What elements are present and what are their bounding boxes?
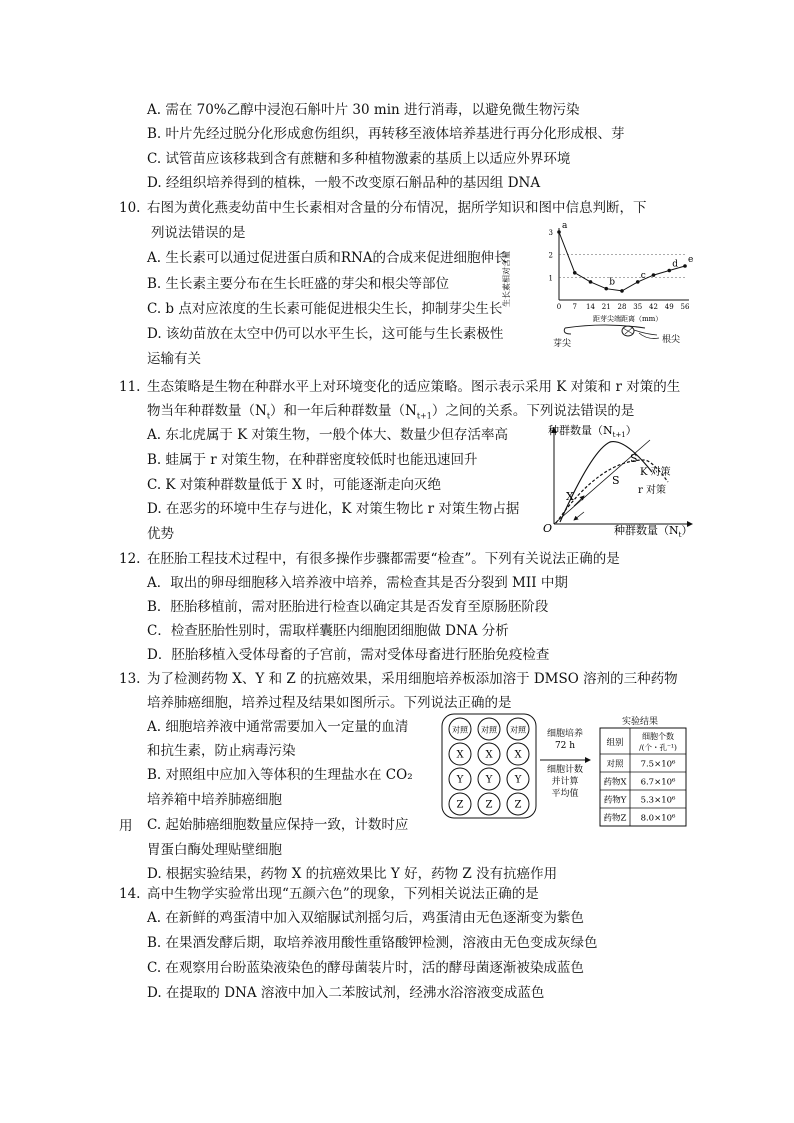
table-cell-count: 6.7×10⁶ <box>640 777 676 788</box>
q10-option-b: B. 生长素主要分布在生长旺盛的芽尖和根尖等部位 <box>147 276 450 292</box>
table-header-group: 组别 <box>606 738 624 748</box>
table-cell-group: 药物Z <box>603 813 627 824</box>
q14-stem: 高中生物学实验常出现“五颜六色”的现象，下列相关说法正确的是 <box>147 886 539 902</box>
q9-option-d: D. 经组织培养得到的植株，一般不改变原石斛品种的基因组 DNA <box>147 175 541 191</box>
q10-number: 10. <box>119 200 141 216</box>
k-strategy-curve <box>560 442 652 522</box>
chart-point <box>557 230 561 234</box>
plate-well-label: X <box>456 749 464 761</box>
chart-point <box>652 273 656 277</box>
table-cell-count: 5.3×10⁶ <box>640 795 676 806</box>
chart-point <box>620 289 624 293</box>
plate-well-label: 对照 <box>510 725 526 735</box>
q9-option-b: B. 叶片先经过脱分化形成愈伤组织，再转移至液体培养基进行再分化形成根、芽 <box>147 126 625 142</box>
plate-well-label: Z <box>514 799 522 811</box>
result-table-title: 实验结果 <box>621 717 659 727</box>
q14-number: 14. <box>119 886 141 902</box>
table-cell-group: 药物X <box>603 777 627 788</box>
q14-option-a: A. 在新鲜的鸡蛋清中加入双缩脲试剂摇匀后，鸡蛋清由无色逐渐变为紫色 <box>147 910 584 926</box>
q13-option-a-line1: A. 细胞培养液中通常需要加入一定量的血清 <box>147 719 409 735</box>
k-r-strategy-figure <box>540 420 700 540</box>
fig-label-x: X <box>566 490 574 503</box>
plate-well-label: 对照 <box>452 725 468 735</box>
fig-label-s2: S <box>612 474 620 487</box>
q11-option-a: A. 东北虎属于 K 对策生物，一般个体大、数量少但存活率高 <box>147 427 508 443</box>
chart-ytick: 3 <box>548 229 553 237</box>
q13-stem-line1: 为了检测药物 X、Y 和 Z 的抗癌效果，采用细胞培养板添加溶于 DMSO 溶剂的三种药物 <box>147 671 678 687</box>
q10-option-a: A. 生长素可以通过促进蛋白质和RNA的合成来促进细胞伸长 <box>147 250 508 266</box>
chart-point <box>667 269 671 273</box>
q14-option-b: B. 在果酒发酵后期，取培养液用酸性重铬酸钾检测，溶液由无色变成灰绿色 <box>147 935 598 951</box>
q13-option-c-line1: C. 起始肺癌细胞数量应保持一致，计数时应 <box>147 817 409 833</box>
q13-option-b-line1: B. 对照组中应加入等体积的生理盐水在 CO₂ <box>147 767 413 783</box>
fig-label-k: K 对策 <box>640 467 671 478</box>
q11-stem-line1: 生态策略是生物在种群水平上对环境变化的适应策略。图示表示采用 K 对策和 r 对策的生 <box>147 379 681 395</box>
q9-option-c: C. 试管苗应该移栽到含有蔗糖和多种植物激素的基质上以适应外界环境 <box>147 151 571 167</box>
fig-ylabel: 种群数量$(N_{t+1})$ <box>548 424 637 439</box>
table-header-count: 细胞个数 <box>642 732 674 741</box>
table-cell-group: 药物Y <box>603 795 627 806</box>
seed-hatch <box>623 327 633 334</box>
q10-option-d-line2: 运输有关 <box>147 351 201 367</box>
bud-tip-shape <box>564 328 571 334</box>
q12-number: 12. <box>119 551 141 567</box>
chart-point <box>604 287 608 291</box>
chart-point <box>636 280 640 284</box>
q11-stem-line2: 物当年种群数量$(N_t)$和一年后种群数量$(N_{t+1})$之间的关系。下列说法错误的是 <box>147 403 635 421</box>
q11-number: 11. <box>119 379 141 395</box>
chart-xtick: 56 <box>680 303 690 311</box>
fig-label-r: r 对策 <box>638 485 666 496</box>
chart-point <box>589 280 593 284</box>
q14-option-d: D. 在提取的 DNA 溶液中加入二苯胺试剂，经沸水浴溶液变成蓝色 <box>147 985 545 1001</box>
q14-option-c: C. 在观察用台盼蓝染液染色的酵母菌装片时，活的酵母菌逐渐被染成蓝色 <box>147 960 584 976</box>
chart-point <box>573 271 577 275</box>
arrow-label-bot3: 平均值 <box>551 789 579 799</box>
q12-option-c: C．检查胚胎性别时，需取样囊胚内细胞团细胞做 DNA 分析 <box>147 623 509 639</box>
chart-xtick: 42 <box>649 303 658 311</box>
fig-origin: O <box>543 522 553 535</box>
chart-xtick: 7 <box>572 303 577 311</box>
arrow-label-top2: 72 h <box>554 741 576 751</box>
chart-point <box>683 264 687 268</box>
arrow-label-bot2: 并计算 <box>551 777 579 787</box>
q13-option-c-overflow: 用 <box>119 818 133 834</box>
q11-option-c: C. K 对策种群数量低于 X 时，可能逐渐走向灭绝 <box>147 477 442 493</box>
q12-option-a: A．取出的卵母细胞移入培养液中培养，需检查其是否分裂到 MII 中期 <box>147 575 568 591</box>
q13-option-c-line2: 胃蛋白酶处理贴壁细胞 <box>147 842 282 858</box>
chart-right-label: 根尖 <box>662 335 681 345</box>
plate-well-label: X <box>485 749 493 761</box>
chart-series-line <box>559 232 685 291</box>
chart-ylabel: 生长素相对含量 <box>502 251 511 307</box>
fig-xlabel: 种群数量$(N_t)$ <box>614 524 693 539</box>
table-cell-group: 对照 <box>606 759 624 770</box>
plate-well-label: Y <box>485 774 493 786</box>
q12-option-d: D．胚胎移植入受体母畜的子宫前，需对受体母畜进行胚胎免疫检查 <box>147 647 550 663</box>
chart-point-label: b <box>609 277 616 288</box>
q11-option-d-line2: 优势 <box>147 526 174 542</box>
plate-well-label: Y <box>514 774 522 786</box>
chart-xtick: 35 <box>633 303 643 311</box>
auxin-distribution-chart <box>502 221 695 350</box>
table-cell-count: 8.0×10⁶ <box>640 813 676 824</box>
result-table <box>600 728 686 826</box>
fig-label-s1: S <box>630 452 638 465</box>
q13-number: 13. <box>119 671 141 687</box>
q10-stem-line1: 右图为黄化燕麦幼苗中生长素相对含量的分布情况，据所学知识和图中信息判断，下 <box>147 200 647 216</box>
arrow-label-bot1: 细胞计数 <box>546 765 584 775</box>
q12-stem: 在胚胎工程技术过程中，有很多操作步骤都需要“检查”。下列有关说法正确的是 <box>147 551 620 567</box>
q10-option-c: C. b 点对应浓度的生长素可能促进根尖生长，抑制芽尖生长 <box>147 301 503 317</box>
plate-well-label: X <box>514 749 522 761</box>
root-lines <box>634 330 659 338</box>
q13-option-d: D. 根据实验结果，药物 X 的抗癌效果比 Y 好，药物 Z 没有抗癌作用 <box>147 866 558 882</box>
q10-stem-line2: 列说法错误的是 <box>151 225 246 241</box>
q12-option-b: B．胚胎移植前，需对胚胎进行检查以确定其是否发育至原肠胚阶段 <box>147 599 549 615</box>
table-cell-count: 7.5×10⁶ <box>640 759 676 770</box>
q13-option-a-line2: 和抗生素，防止病毒污染 <box>147 743 296 759</box>
q13-stem-line2: 培养肺癌细胞，培养过程及结果如图所示。下列说法正确的是 <box>147 695 512 711</box>
q11-option-b: B. 蛙属于 r 对策生物，在种群密度较低时也能迅速回升 <box>147 452 478 468</box>
chart-ytick: 1 <box>548 274 553 283</box>
q13-option-b-line2: 培养箱中培养肺癌细胞 <box>147 792 282 808</box>
chart-xlabel: 距芽尖端距离（mm） <box>593 315 663 323</box>
chart-xtick: 28 <box>617 303 627 311</box>
plate-well-label: 对照 <box>481 725 497 735</box>
arrow-down <box>574 512 584 520</box>
chart-left-label: 芽尖 <box>553 339 572 349</box>
plate-well-label: Z <box>485 799 493 811</box>
chart-point-label: c <box>640 270 646 281</box>
chart-xtick: 0 <box>556 303 562 311</box>
q11-option-d-line1: D. 在恶劣的环境中生存与进化，K 对策生物比 r 对策生物占据 <box>147 501 520 517</box>
chart-xtick: 14 <box>586 303 595 311</box>
chart-point-label: a <box>562 221 568 231</box>
q9-option-a: A. 需在 70%乙醇中浸泡石斛叶片 30 min 进行消毒，以避免微生物污染 <box>147 102 580 118</box>
chart-xtick: 21 <box>601 303 611 311</box>
plate-well-label: Y <box>456 774 464 786</box>
plate-well-label: Z <box>456 799 464 811</box>
chart-point-label: e <box>688 255 694 265</box>
q10-option-d-line1: D. 该幼苗放在太空中仍可以水平生长，这可能与生长素极性 <box>147 326 504 342</box>
chart-ytick: 2 <box>548 251 553 260</box>
table-header-unit: /(个・孔⁻¹) <box>639 743 677 752</box>
chart-xtick: 49 <box>664 303 674 311</box>
cell-culture-figure <box>440 712 690 822</box>
chart-point-label: d <box>672 259 679 270</box>
arrow-label-top1: 细胞培养 <box>546 729 584 739</box>
